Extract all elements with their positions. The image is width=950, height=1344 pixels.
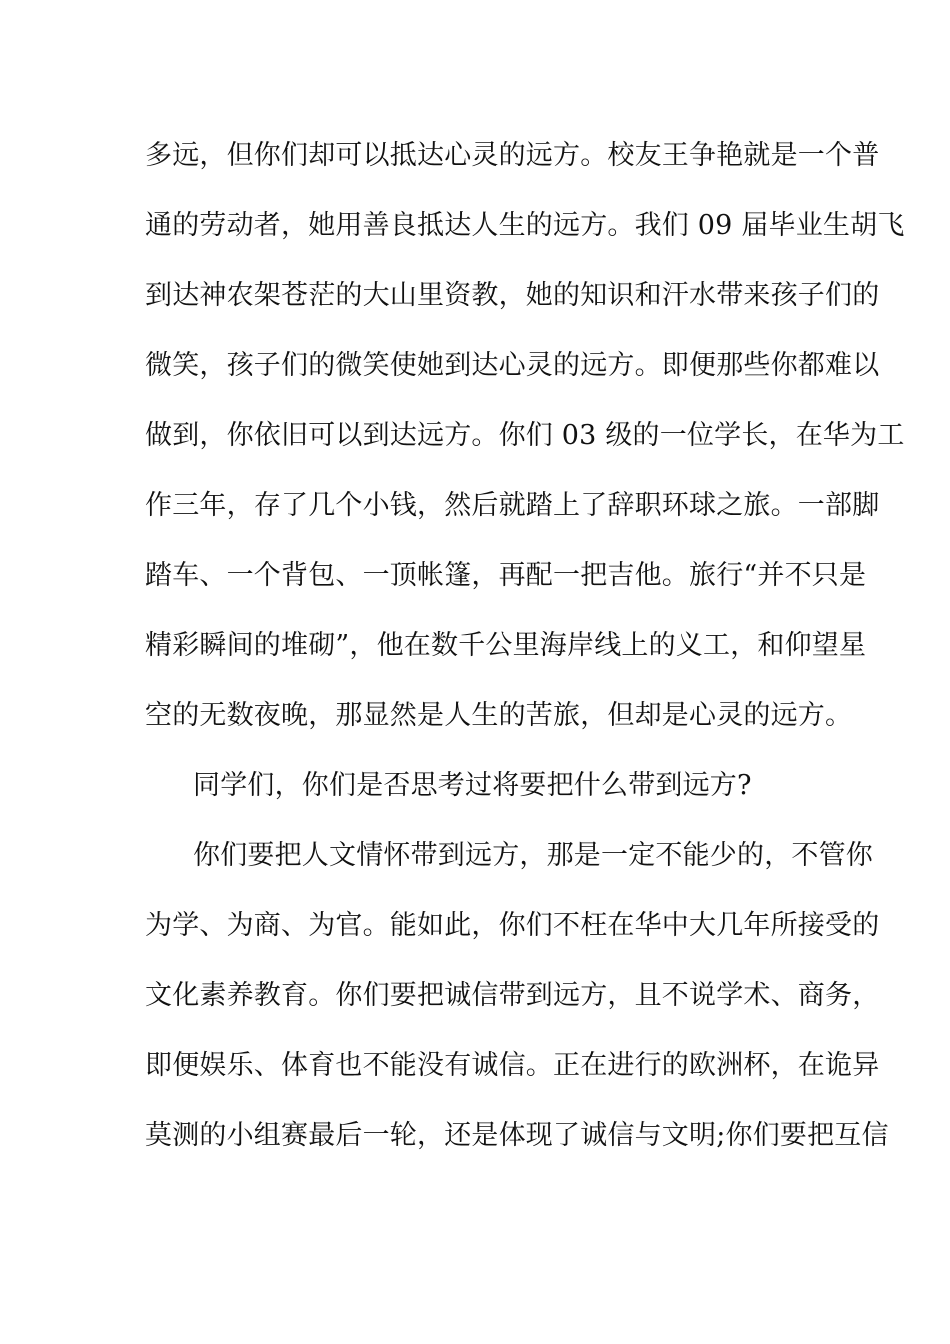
- paragraph-line: 为学、为商、为官。能如此，你们不枉在华中大几年所接受的: [145, 910, 880, 941]
- paragraph-line: 精彩瞬间的堆砌”，他在数千公里海岸线上的义工，和仰望星: [145, 630, 867, 661]
- paragraph-line: 文化素养教育。你们要把诚信带到远方，且不说学术、商务，: [145, 980, 880, 1011]
- paragraph-line: 作三年，存了几个小钱，然后就踏上了辞职环球之旅。一部脚: [145, 490, 880, 521]
- paragraph-line: 踏车、一个背包、一顶帐篷，再配一把吉他。旅行“并不只是: [145, 560, 867, 591]
- paragraph-line: 通的劳动者，她用善良抵达人生的远方。我们 09 届毕业生胡飞: [145, 210, 905, 241]
- paragraph-question: 同学们，你们是否思考过将要把什么带到远方?: [193, 770, 752, 801]
- paragraph-line: 空的无数夜晚，那显然是人生的苦旅，但却是心灵的远方。: [145, 700, 853, 731]
- paragraph-line: 多远，但你们却可以抵达心灵的远方。校友王争艳就是一个普: [145, 140, 880, 171]
- paragraph-line: 即便娱乐、体育也不能没有诚信。正在进行的欧洲杯，在诡异: [145, 1050, 880, 1081]
- paragraph-line: 到达神农架苍茫的大山里资教，她的知识和汗水带来孩子们的: [145, 280, 880, 311]
- paragraph-line: 微笑，孩子们的微笑使她到达心灵的远方。即便那些你都难以: [145, 350, 880, 381]
- paragraph-line: 做到，你依旧可以到达远方。你们 03 级的一位学长，在华为工: [145, 420, 905, 451]
- paragraph-line: 你们要把人文情怀带到远方，那是一定不能少的，不管你: [193, 840, 873, 871]
- paragraph-line: 莫测的小组赛最后一轮，还是体现了诚信与文明;你们要把互信: [145, 1120, 889, 1151]
